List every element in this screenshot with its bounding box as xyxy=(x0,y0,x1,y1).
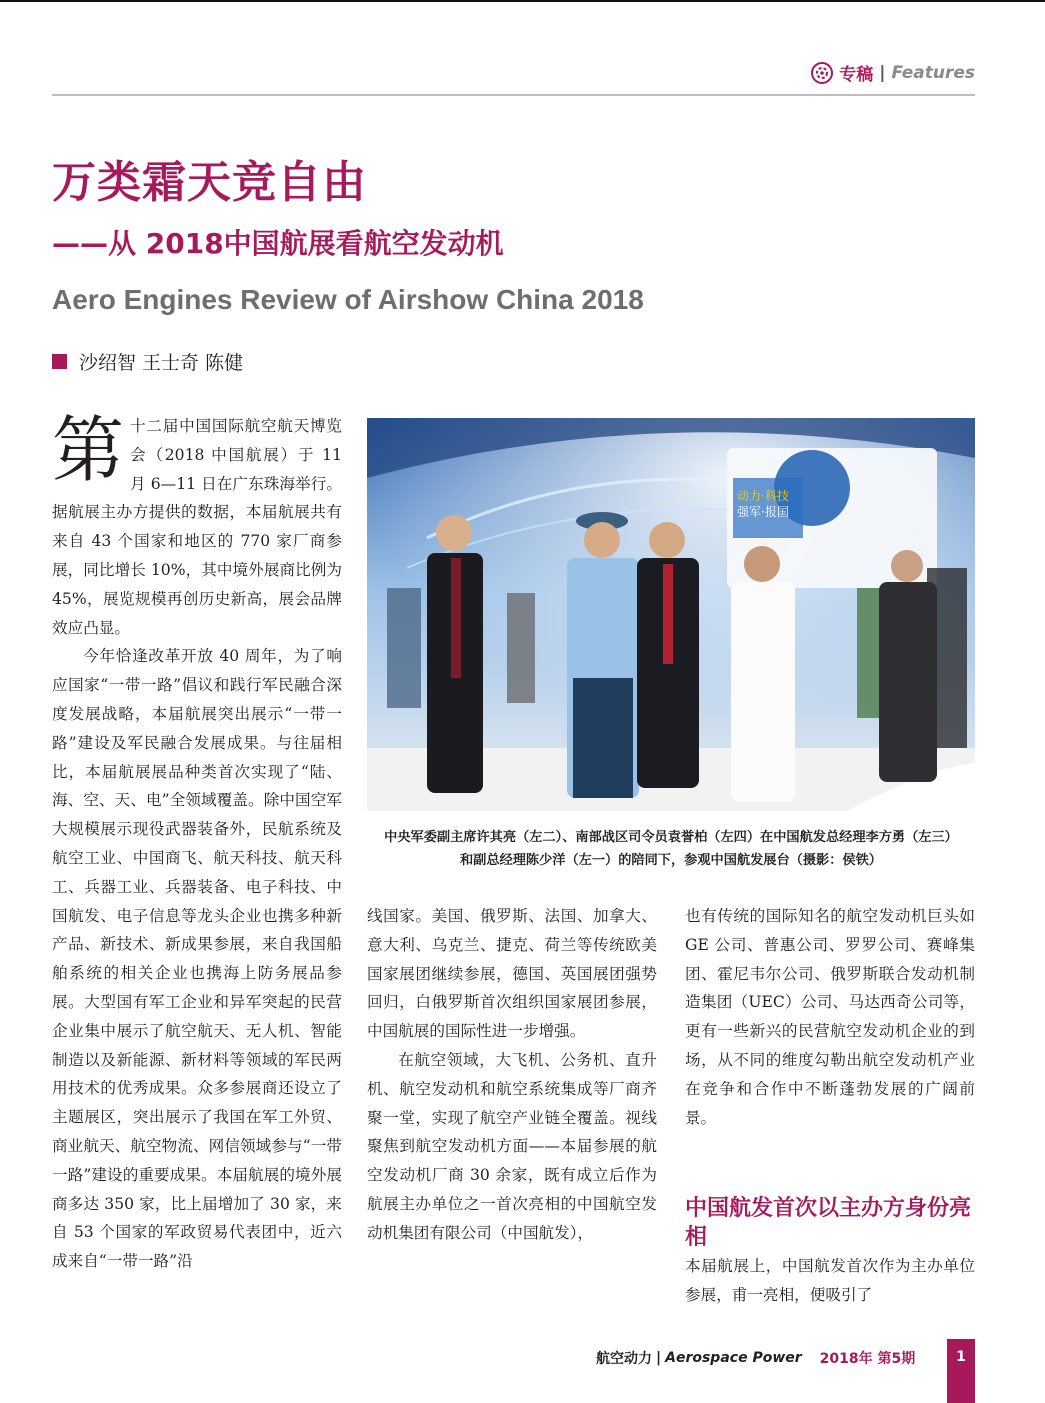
top-border xyxy=(0,0,1045,2)
section-separator: | xyxy=(879,62,886,83)
paragraph: 本届航展上，中国航发首次作为主办单位参展，甫一亮相，便吸引了 xyxy=(685,1257,975,1304)
section-heading: 中国航发首次以主办方身份亮相 xyxy=(685,1196,972,1250)
author-names: 沙绍智 王士奇 陈健 xyxy=(79,352,244,374)
article-title-en: Aero Engines Review of Airshow China 2018 xyxy=(52,284,644,315)
column-3-continued xyxy=(685,1252,975,1310)
caption-line: 中央军委副主席许其亮（左二）、南部战区司令员袁誉柏（左四）在中国航发总经理李方勇（左三） xyxy=(384,830,958,845)
booth-sign-line2: 强军·报国 xyxy=(737,505,789,519)
journal-name-en: Aerospace Power xyxy=(665,1350,802,1366)
exhibition-photo xyxy=(367,418,975,811)
paragraph xyxy=(52,408,342,642)
header-rule xyxy=(52,94,975,96)
journal-name-cn: 航空动力 xyxy=(596,1351,652,1367)
booth-sign-line1: 动力·科技 xyxy=(737,489,789,503)
column-3 xyxy=(685,902,975,1132)
footer-separator: | xyxy=(656,1350,662,1366)
paragraph: 今年恰逢改革开放 40 周年，为了响应国家“一带一路”倡议和践行军民融合深度发展战略，本届航展突出展示“一带一路”建设及军民融合发展成果。与往届相比，本届航展展品种类首次实现了“陆、海、空、天、电”全领域覆盖。除中国空军大规模展示现役武器装备外，民航系统及航空工业、中国商飞、航天科技、航天科工、兵器工业、兵器装备、电子科技、中国航发、电子信息等龙头企业也携多种新产品、新技术、新成果参展，来自我国船舶系统的相关企业也携海上防务展品参展。大型国有军工企业和异军突起的民营企业集中展示了航空航天、无人机、智能制造以及新能源、新材料等领域的军民两用技术的优秀成果。众多参展商还设立了主题展区，突出展示了我国在军工外贸、商业航天、航空物流、网信领域参与“一带一路”建设的重要成果。本届航展的境外展商多达 350 家，比上届增加了 30 家，来自 53 个国家的军政贸易代表团中，近六成来自“一带一路”沿 xyxy=(52,647,342,1271)
section-name-en: Features xyxy=(891,62,975,83)
column-2 xyxy=(367,902,657,1248)
page-footer xyxy=(596,1348,915,1368)
page-number: 1 xyxy=(947,1339,975,1403)
drop-cap: 第 xyxy=(52,408,125,492)
issue-number: 2018年 第5期 xyxy=(819,1351,916,1367)
caption-line: 和副总经理陈少洋（左一）的陪同下，参观中国航发展台（摄影：侯铁） xyxy=(460,853,882,868)
paragraph: 线国家。美国、俄罗斯、法国、加拿大、意大利、乌克兰、捷克、荷兰等传统欧美国家展团继续参展，德国、英国展团强势回归，白俄罗斯首次组织国家展团参展，中国航展的国际性进一步增强。 xyxy=(367,907,657,1041)
section-label xyxy=(811,60,975,85)
byline-marker xyxy=(52,354,67,369)
paragraph: 也有传统的国际知名的航空发动机巨头如 GE 公司、普惠公司、罗罗公司、赛峰集团、霍尼韦尔公司、俄罗斯联合发动机制造集团（UEC）公司、马达西奇公司等，更有一些新兴的民营航空发动机企业的到场，从不同的维度勾勒出航空发动机产业在竞争和合作中不断蓬勃发展的广阔前景。 xyxy=(685,907,975,1127)
column-1 xyxy=(52,408,342,1276)
section-name-cn: 专稿 xyxy=(839,65,874,85)
article-photo xyxy=(367,418,975,811)
paragraph: 在航空领域，大飞机、公务机、直升机、航空发动机和航空系统集成等厂商齐聚一堂，实现了航空产业链全覆盖。视线聚焦到航空发动机方面——本届参展的航空发动机厂商 30 余家，既有成立后作为航展主办单位之一首次亮相的中国航空发动机集团有限公司（中国航发）， xyxy=(367,1050,657,1242)
article-title: 万类霜天竞自由 xyxy=(52,157,367,208)
byline xyxy=(52,348,243,375)
photo-caption xyxy=(367,826,975,872)
article-subtitle: ——从 2018中国航展看航空发动机 xyxy=(52,227,504,260)
section-logo-icon xyxy=(811,62,833,84)
paragraph-text: 十二届中国国际航空航天博览会（2018 中国航展）于 11 月 6—11 日在广东珠海举行。据航展主办方提供的数据，本届航展共有来自 43 个国家和地区的 770 家厂商参展，同比增长 10%，其中境外展商比例为 45%，展览规模再创历史新高，展会品牌效应凸显。 xyxy=(52,417,342,637)
